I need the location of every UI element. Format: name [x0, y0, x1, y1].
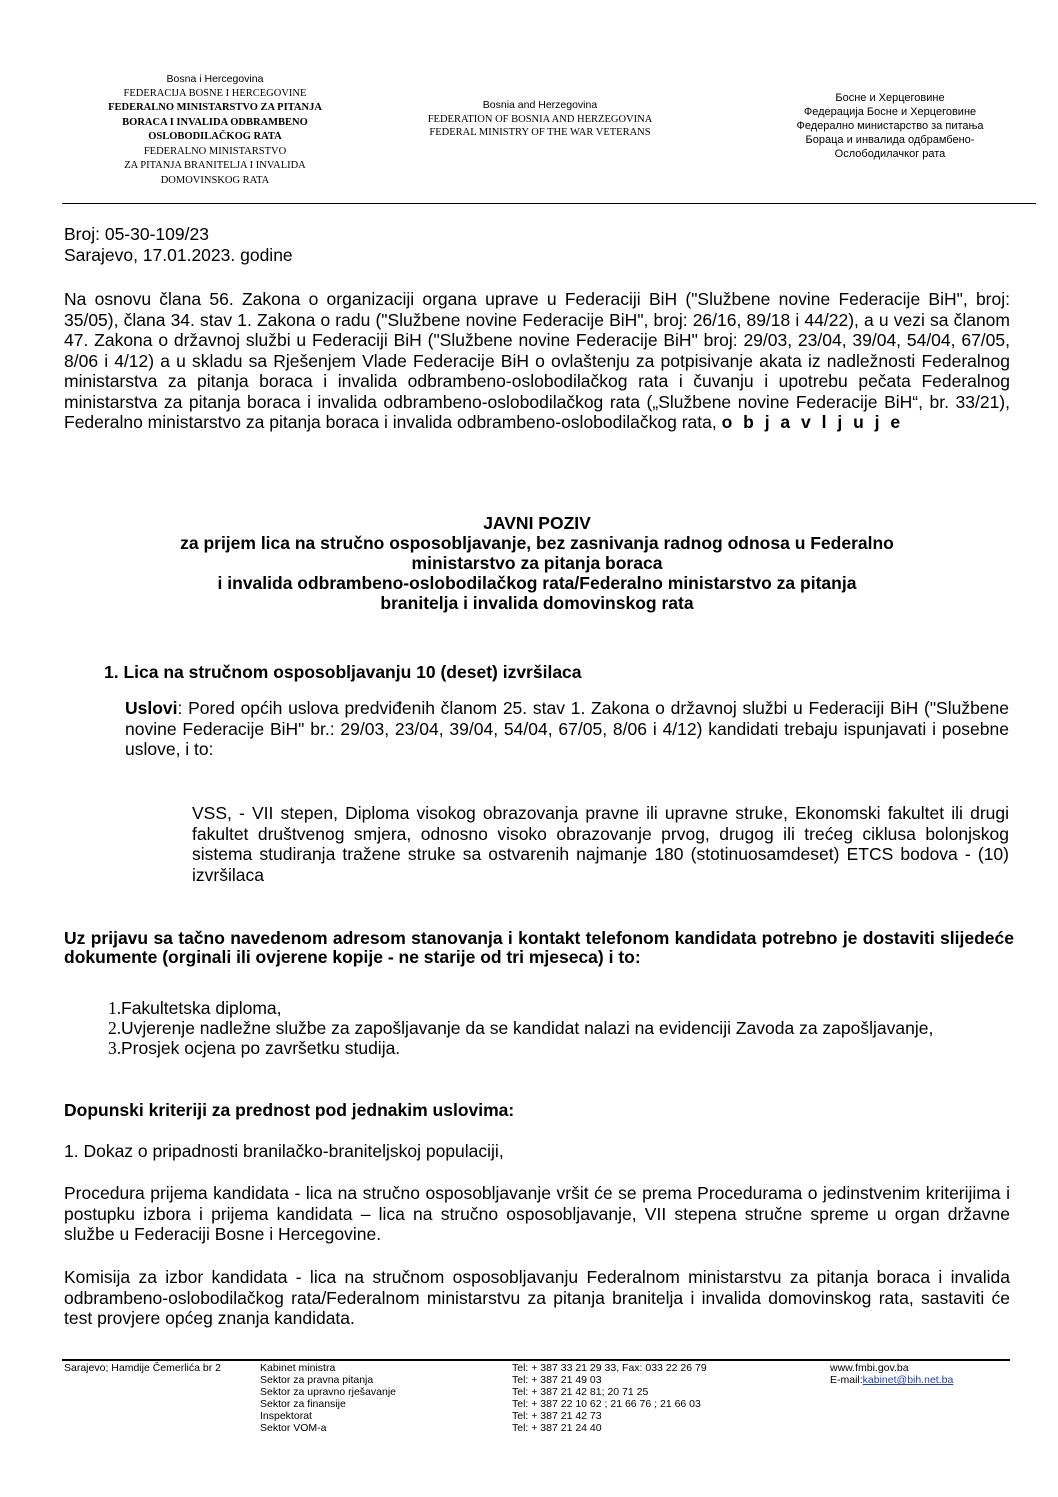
footer-phone: Tel: + 387 33 21 29 33, Fax: 033 22 26 79	[512, 1362, 707, 1374]
footer-web	[830, 1362, 953, 1386]
letterhead-country: Bosna i Hercegovina	[166, 73, 264, 85]
footer-divider	[62, 1359, 1010, 1361]
list-item	[64, 998, 1014, 1018]
list-item	[64, 1038, 1014, 1058]
call-title: JAVNI POZIV	[483, 513, 591, 533]
footer-phones	[512, 1362, 707, 1434]
call-subtitle-line: branitelja i invalida domovinskog rata	[380, 593, 694, 613]
conditions-label: Uslovi	[125, 698, 178, 718]
footer-email-row	[830, 1374, 953, 1386]
additional-criteria-item: 1. Dokaz o pripadnosti branilačko-braniteljskoj populaciji,	[64, 1141, 504, 1161]
list-item	[64, 1018, 1014, 1038]
letterhead-cyrillic-line: Федерација Босне и Херцеговине	[803, 106, 977, 118]
footer-email-link[interactable]: kabinet@bih.net.ba	[862, 1374, 954, 1386]
document-number: Broj: 05-30-109/23	[64, 224, 209, 244]
intro-verb: o b j a v l j u j e	[721, 412, 904, 432]
footer-phone: Tel: + 387 21 42 73	[512, 1410, 602, 1422]
letterhead-divider	[62, 203, 1036, 204]
letterhead-ministry2-line: FEDERALNO MINISTARSTVO	[143, 145, 287, 157]
letterhead-ministry2-line: DOMOVINSKOG RATA	[160, 174, 270, 186]
additional-criteria-heading: Dopunski kriteriji za prednost pod jednakim uslovima:	[64, 1100, 515, 1120]
footer-phone: Tel: + 387 21 42 81; 20 71 25	[512, 1386, 649, 1398]
conditions-text: : Pored općih uslova predviđenih članom 25. stav 1. Zakona o državnoj službi u Federaciji BiH ("Službene novine Federacije BiH" br.: 29/03, 23/04, 39/04, 54/04, 67/05, 8/06 i 4/12) kandidati trebaju ispunjavati i posebne uslove, i to:	[125, 698, 1009, 759]
footer-sector: Inspektorat	[260, 1410, 312, 1422]
footer-email-label: E-mail:	[830, 1374, 863, 1386]
footer-phone: Tel: + 387 21 49 03	[512, 1374, 602, 1386]
letterhead-federation: FEDERACIJA BOSNE I HERCEGOVINE	[123, 87, 307, 99]
call-title-block	[60, 513, 1014, 613]
list-number: 3.	[108, 1038, 122, 1058]
section-heading: 1. Lica na stručnom osposobljavanju 10 (deset) izvršilaca	[104, 662, 582, 682]
letterhead-country-en: Bosnia and Herzegovina	[482, 99, 598, 111]
letterhead-left	[70, 72, 360, 188]
letterhead-federation-en: FEDERATION OF BOSNIA AND HERZEGOVINA	[427, 113, 653, 125]
letterhead-right	[760, 91, 1020, 161]
list-number: 2.	[108, 1018, 122, 1038]
footer-sectors	[260, 1362, 396, 1434]
letterhead-ministry-line: FEDERALNO MINISTARSTVO ZA PITANJA	[108, 102, 322, 113]
footer-phone: Tel: + 387 22 10 62 ; 21 66 76 ; 21 66 03	[512, 1398, 701, 1410]
conditions-paragraph	[125, 698, 1009, 760]
letterhead-middle	[390, 99, 690, 140]
footer-sector: Sektor za upravno rješavanje	[260, 1386, 396, 1398]
documents-intro: Uz prijavu sa tačno navedenom adresom stanovanja i kontakt telefonom kandidata potrebno je dostaviti slijedeće dokumente (orginali ili ovjerene kopije - ne starije od tri mjeseca) i to:	[64, 928, 1014, 967]
letterhead-cyrillic-line: Бораца и инвалида одбрамбено-	[805, 134, 975, 146]
list-text: Fakultetska diploma,	[121, 998, 282, 1018]
call-subtitle-line: za prijem lica na stručno osposobljavanje, bez zasnivanja radnog odnosa u Federalno	[180, 533, 894, 553]
letterhead-ministry-line: BORACA I INVALIDA ODBRAMBENO	[122, 116, 308, 128]
list-number: 1.	[108, 998, 122, 1018]
letterhead-ministry2-line: ZA PITANJA BRANITELJA I INVALIDA	[124, 160, 306, 171]
letterhead-cyrillic-line: Федерално министарство за питања	[796, 120, 984, 132]
procedure-paragraph: Procedura prijema kandidata - lica na stručno osposobljavanje vršit će se prema Procedurama o jedinstvenim kriterijima i postupku izbora i prijema kandidata – lica na stručno osposobljavanje, VII stepena stručne spreme u organ državne službe u Federaciji Bosne i Hercegovine.	[64, 1183, 1010, 1244]
footer-address: Sarajevo; Hamdije Čemerlića br 2	[64, 1362, 221, 1374]
letterhead-cyrillic-line: Босне и Херцеговине	[835, 92, 945, 104]
call-subtitle-line: ministarstvo za pitanja boraca	[411, 553, 663, 573]
call-subtitle-line: i invalida odbrambeno-oslobodilačkog rata/Federalno ministarstvo za pitanja	[217, 573, 857, 593]
footer-sector: Sektor za pravna pitanja	[260, 1374, 374, 1386]
requirements-paragraph: VSS, - VII stepen, Diploma visokog obrazovanja pravne ili upravne struke, Ekonomski fakultet ili drugi fakultet društvenog smjera, odnosno visoko obrazovanje prvog, drugog ili trećeg ciklusa bolonjskog sistema studiranja tražene struke sa ostvarenih najmanje 180 (stotinuosamdeset) ETCS bodova - (10) izvršilaca	[192, 803, 1009, 885]
intro-text: Na osnovu člana 56. Zakona o organizaciji organa uprave u Federaciji BiH ("Službene novine Federacije BiH", broj: 35/05), člana 34. stav 1. Zakona o radu ("Službene novine Federacije BiH", broj: 26/16, 89/18 i 44/22), a u vezi sa članom 47. Zakona o državnoj službi u Federaciji BiH ("Službene novine Federacije BiH" broj: 29/03, 23/04, 39/04, 54/04, 67/05, 8/06 i 4/12) a u skladu sa Rješenjem Vlade Federacije BiH o ovlaštenju za potpisivanje akata iz nadležnosti Federalnog ministarstva za pitanja boraca i invalida odbrambeno-oslobodilačkog rata i čuvanju i upotrebu pečata Federalnog ministarstva za pitanja boraca i invalida odbrambeno-oslobodilačkog rata („Službene novine Federacije BiH“, br. 33/21), Federalno ministarstvo za pitanja boraca i invalida odbrambeno-oslobodilačkog rata,	[64, 289, 1010, 432]
letterhead-ministry-en: FEDERAL MINISTRY OF THE WAR VETERANS	[429, 127, 651, 138]
document-place-date: Sarajevo, 17.01.2023. godine	[64, 244, 293, 265]
letterhead-ministry-line: OSLOBODILAČKOG RATA	[148, 131, 282, 142]
document-reference	[64, 224, 564, 265]
list-text: Prosjek ocjena po završetku studija.	[121, 1038, 401, 1058]
letterhead-cyrillic-line: Ослободилачког рата	[834, 148, 946, 160]
footer-sector: Sektor VOM-a	[260, 1422, 327, 1434]
footer-website: www.fmbi.gov.ba	[830, 1362, 909, 1374]
footer-sector: Kabinet ministra	[260, 1362, 336, 1374]
footer-sector: Sektor za finansije	[260, 1398, 346, 1410]
list-text: Uvjerenje nadležne službe za zapošljavanje da se kandidat nalazi na evidenciji Zavoda za zapošljavanje,	[121, 1018, 934, 1038]
footer-phone: Tel: + 387 21 24 40	[512, 1422, 602, 1434]
intro-paragraph	[64, 289, 1010, 433]
commission-paragraph: Komisija za izbor kandidata - lica na stručnom osposobljavanju Federalnom ministarstvu za pitanja boraca i invalida odbrambeno-oslobodilačkog rata/Federalnom ministarstvu za pitanja branitelja i invalida domovinskog rata, sastaviti će test provjere općeg znanja kandidata.	[64, 1267, 1010, 1328]
documents-list	[64, 998, 1014, 1058]
